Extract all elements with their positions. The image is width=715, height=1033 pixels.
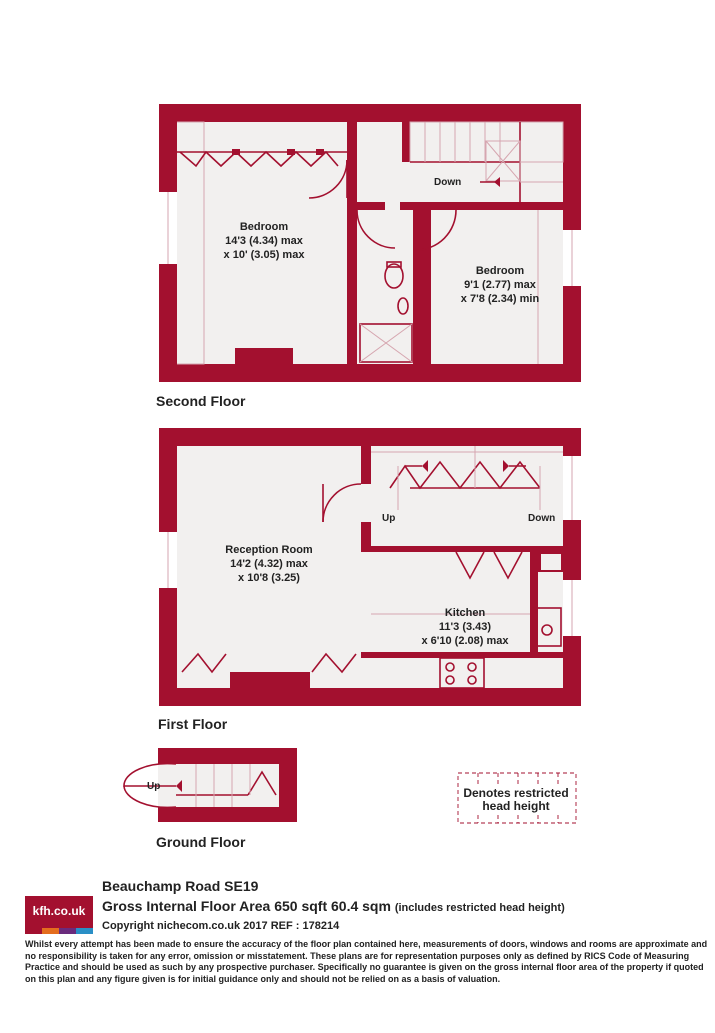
gross-internal-area bbox=[102, 898, 565, 914]
ground-floor-plan bbox=[124, 748, 297, 822]
legend-restricted-head-height bbox=[458, 773, 576, 823]
reception-dim-1: 14'2 (4.32) max bbox=[230, 558, 308, 570]
property-address: Beauchamp Road SE19 bbox=[102, 878, 259, 894]
gia-note: (includes restricted head height) bbox=[394, 902, 565, 914]
bedroom-2-dim-1: 9'1 (2.77) max bbox=[464, 279, 536, 291]
bedroom-2-dim-2: x 7'8 (2.34) min bbox=[460, 293, 540, 305]
copyright: Copyright nichecom.co.uk 2017 REF : 178214 bbox=[102, 920, 340, 932]
bathroom-floor bbox=[357, 202, 413, 364]
reception-name: Reception Room bbox=[225, 544, 313, 556]
first-floor-label: First Floor bbox=[158, 716, 228, 732]
first-floor-plan bbox=[159, 428, 581, 706]
stair-up-label: Up bbox=[382, 513, 396, 524]
stair-down-label: Down bbox=[528, 513, 556, 524]
bedroom-1-name: Bedroom bbox=[239, 221, 289, 233]
legend-line-1: Denotes restricted bbox=[463, 786, 569, 800]
kitchen-name: Kitchen bbox=[444, 607, 486, 619]
second-floor-label: Second Floor bbox=[156, 393, 246, 409]
bedroom-1-dim-2: x 10' (3.05) max bbox=[223, 249, 305, 261]
legend-line-2: head height bbox=[482, 799, 550, 813]
bedroom-1-dim-1: 14'3 (4.34) max bbox=[225, 235, 303, 247]
kfh-logo: kfh.co.uk bbox=[25, 896, 93, 934]
kitchen-dim-2: x 6'10 (2.08) max bbox=[421, 635, 509, 647]
reception-dim-2: x 10'8 (3.25) bbox=[238, 572, 300, 584]
kitchen-dim-1: 11'3 (3.43) bbox=[438, 621, 492, 633]
ground-floor-label: Ground Floor bbox=[156, 834, 246, 850]
disclaimer: Whilst every attempt has been made to ensure the accuracy of the floor plan contained here, measurements of doors, windows and rooms are approximate and no responsibility is taken for any error, omission or misstatement. These plans are for representation purposes only as defined by RICS Code of Measuring Practice and should be used as such by any prospective purchaser. Specifically no guarantee is given on the gross internal floor area of the property if quoted on this plan and any figure given is for initial guidance only and should not be relied on as a basis of valuation. bbox=[25, 939, 708, 984]
second-floor-plan bbox=[159, 104, 581, 382]
stair-up-label: Up bbox=[147, 781, 161, 792]
gia-text: Gross Internal Floor Area 650 sqft 60.4 sqm bbox=[102, 898, 391, 914]
stair-down-label: Down bbox=[434, 177, 462, 188]
kfh-logo-bars bbox=[25, 928, 93, 934]
bedroom-2-name: Bedroom bbox=[475, 265, 525, 277]
